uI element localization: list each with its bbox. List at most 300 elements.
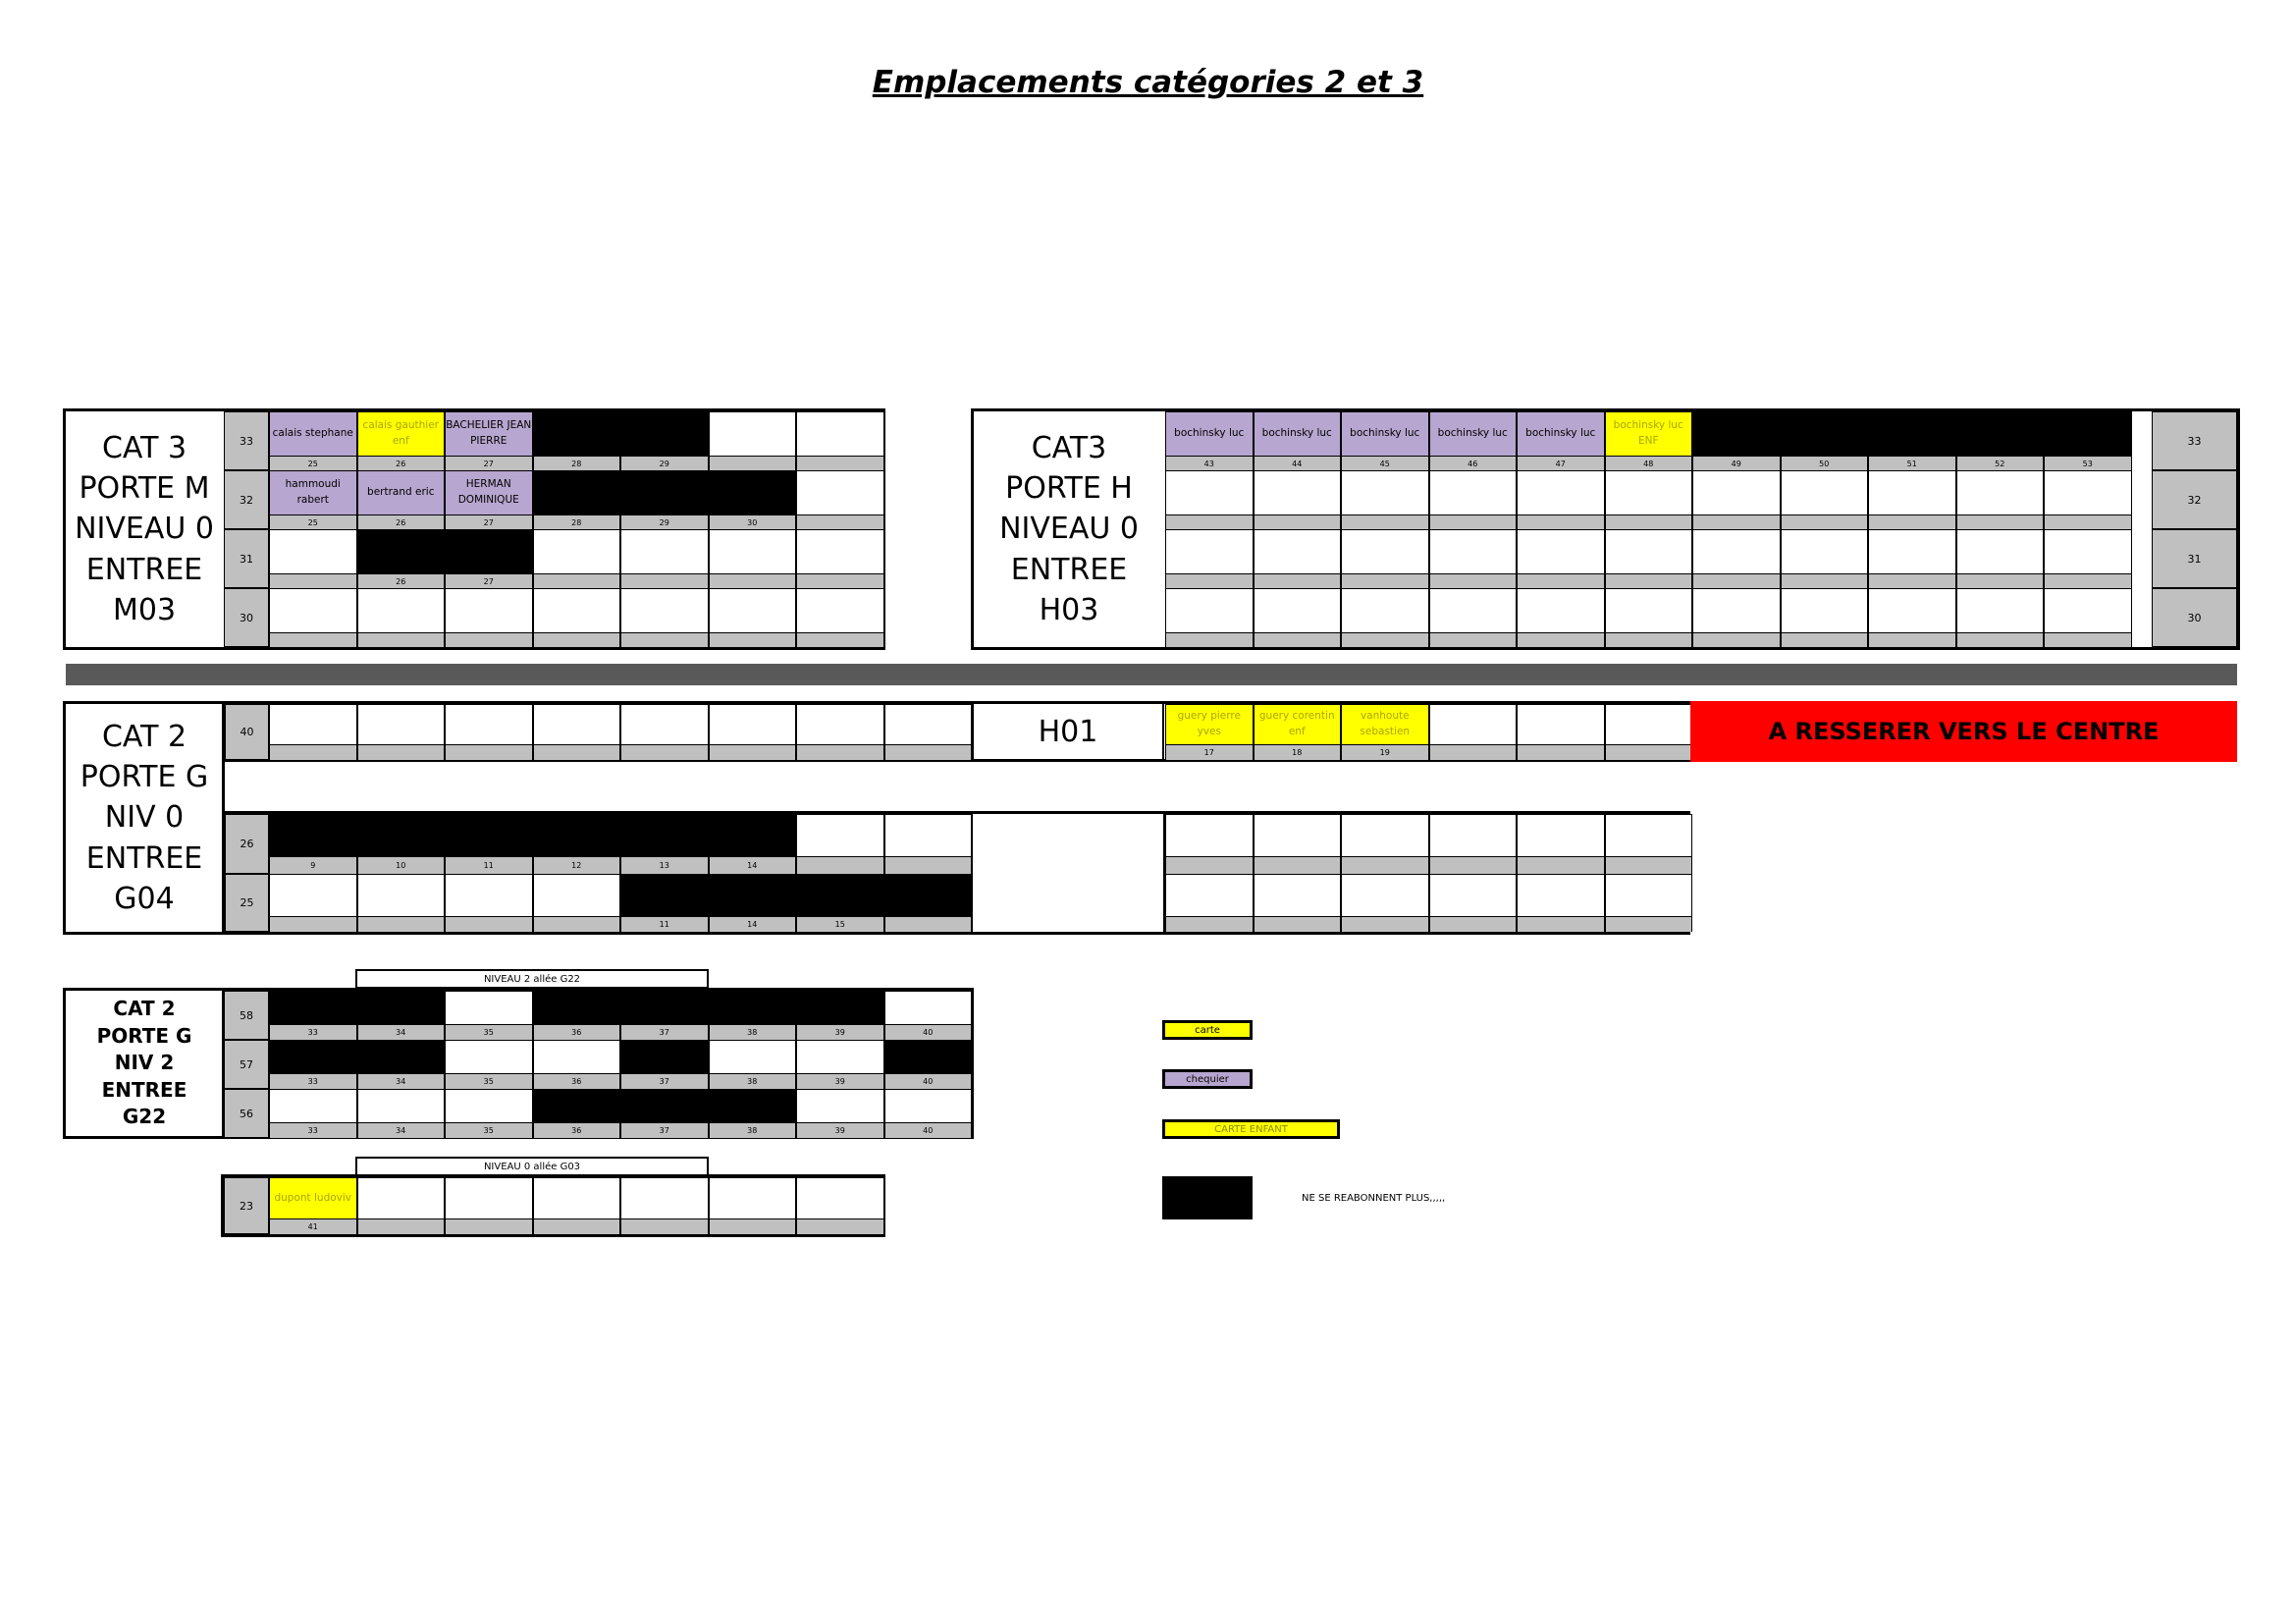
spot-number xyxy=(710,573,796,588)
spot-name xyxy=(1606,471,1692,514)
legend-carte-enfant: CARTE ENFANT xyxy=(1162,1119,1340,1139)
spot-number xyxy=(1782,573,1868,588)
spot-name xyxy=(1693,412,1780,456)
parking-spot[interactable] xyxy=(1165,470,1254,529)
spot-name xyxy=(797,1041,883,1073)
spot-name xyxy=(710,589,796,632)
parking-spot[interactable] xyxy=(620,1040,709,1089)
parking-spot[interactable] xyxy=(1341,704,1429,760)
parking-spot[interactable] xyxy=(269,704,357,760)
row-number: 57 xyxy=(224,1040,269,1089)
spot-name xyxy=(534,530,620,573)
spot-name xyxy=(446,815,532,856)
spot-number: 36 xyxy=(534,1024,620,1040)
parking-spot[interactable] xyxy=(445,588,533,647)
parking-spot[interactable] xyxy=(445,470,533,529)
parking-spot[interactable] xyxy=(1517,874,1605,932)
spot-name xyxy=(1430,589,1517,632)
parking-spot[interactable] xyxy=(1605,704,1693,760)
spot-name xyxy=(358,1041,445,1073)
parking-spot[interactable] xyxy=(1254,411,1342,470)
parking-spot[interactable] xyxy=(357,470,446,529)
spot-name xyxy=(1606,875,1692,916)
spot-name xyxy=(1166,471,1253,514)
parking-spot[interactable] xyxy=(1692,529,1781,588)
parking-spot[interactable] xyxy=(533,470,621,529)
row-number: 56 xyxy=(224,1089,269,1138)
parking-spot[interactable] xyxy=(1341,588,1429,647)
section-label xyxy=(66,704,223,932)
spot-name xyxy=(1430,815,1517,856)
spot-number: 40 xyxy=(885,1024,972,1040)
parking-spot[interactable] xyxy=(357,991,446,1040)
spot-number: 9 xyxy=(270,856,356,874)
parking-spot[interactable] xyxy=(2044,529,2132,588)
spot-name xyxy=(534,1178,620,1218)
spot-name xyxy=(710,1090,796,1122)
parking-spot[interactable] xyxy=(620,874,709,932)
spot-number xyxy=(797,514,883,529)
parking-spot[interactable] xyxy=(269,588,357,647)
spot-number: 40 xyxy=(885,1122,972,1138)
parking-spot[interactable] xyxy=(709,704,797,760)
parking-spot[interactable] xyxy=(1517,470,1605,529)
spot-number xyxy=(1342,632,1428,647)
spot-name: bochinsky luc xyxy=(1350,427,1420,440)
spot-name xyxy=(446,1178,532,1218)
separator-bar xyxy=(66,664,2237,685)
row-number: 32 xyxy=(2152,470,2237,529)
row-number: 40 xyxy=(225,704,269,760)
spot-number xyxy=(1430,632,1517,647)
spot-name xyxy=(446,992,532,1024)
parking-spot[interactable] xyxy=(533,1177,621,1234)
parking-spot[interactable] xyxy=(1605,814,1693,874)
spot-name xyxy=(710,875,796,916)
spot-name xyxy=(270,705,356,744)
parking-spot[interactable] xyxy=(357,411,446,470)
spot-number xyxy=(797,632,883,647)
parking-spot[interactable] xyxy=(445,529,533,588)
parking-spot[interactable] xyxy=(445,1089,533,1138)
parking-spot[interactable] xyxy=(1868,411,1956,470)
spot-name xyxy=(621,471,708,514)
parking-spot[interactable] xyxy=(1517,411,1605,470)
parking-spot[interactable] xyxy=(796,470,884,529)
spot-number: 17 xyxy=(1166,744,1253,760)
parking-spot[interactable] xyxy=(796,529,884,588)
parking-spot[interactable] xyxy=(445,1040,533,1089)
spot-name xyxy=(270,992,356,1024)
legend-black-swatch xyxy=(1162,1176,1253,1219)
parking-spot[interactable] xyxy=(533,588,621,647)
spot-name xyxy=(1342,530,1428,573)
parking-spot[interactable] xyxy=(357,588,446,647)
spot-number: 50 xyxy=(1782,456,1868,470)
spot-name xyxy=(1255,875,1341,916)
parking-spot[interactable] xyxy=(709,470,797,529)
spot-number xyxy=(797,456,883,470)
parking-spot[interactable] xyxy=(796,991,884,1040)
parking-spot[interactable] xyxy=(1165,529,1254,588)
spot-name xyxy=(1255,589,1341,632)
spot-number xyxy=(1166,916,1253,932)
parking-spot[interactable] xyxy=(796,1177,884,1234)
spot-number xyxy=(534,916,620,932)
parking-spot[interactable] xyxy=(1517,814,1605,874)
parking-spot[interactable] xyxy=(357,704,446,760)
spot-name xyxy=(797,1090,883,1122)
spot-number xyxy=(2045,632,2131,647)
spot-name xyxy=(270,875,356,916)
parking-spot[interactable] xyxy=(269,874,357,932)
parking-spot[interactable] xyxy=(620,529,709,588)
spot-name xyxy=(621,815,708,856)
spot-name xyxy=(710,815,796,856)
parking-spot[interactable] xyxy=(1165,588,1254,647)
spot-name xyxy=(358,1178,445,1218)
parking-spot[interactable] xyxy=(1341,529,1429,588)
parking-spot[interactable] xyxy=(620,1177,709,1234)
spot-number xyxy=(358,916,445,932)
parking-spot[interactable] xyxy=(1692,411,1781,470)
parking-spot[interactable] xyxy=(357,874,446,932)
parking-spot[interactable] xyxy=(1254,470,1342,529)
spot-name xyxy=(1957,530,2044,573)
parking-spot[interactable] xyxy=(269,1177,357,1234)
spot-number: 52 xyxy=(1957,456,2044,470)
parking-spot[interactable] xyxy=(1692,470,1781,529)
spot-name xyxy=(621,1178,708,1218)
spot-name xyxy=(621,589,708,632)
parking-spot[interactable] xyxy=(1341,814,1429,874)
spot-name xyxy=(797,815,883,856)
spot-name: calais gauthier enf xyxy=(362,419,439,447)
spot-name xyxy=(270,589,356,632)
parking-spot[interactable] xyxy=(269,529,357,588)
parking-spot[interactable] xyxy=(884,704,973,760)
spot-name xyxy=(1166,589,1253,632)
parking-spot[interactable] xyxy=(1692,588,1781,647)
spot-number xyxy=(534,632,620,647)
spot-number xyxy=(1606,573,1692,588)
parking-spot[interactable] xyxy=(796,704,884,760)
spot-name xyxy=(1957,589,2044,632)
spot-number: 15 xyxy=(797,916,883,932)
spot-number xyxy=(270,632,356,647)
spot-number: 33 xyxy=(270,1024,356,1040)
parking-spot[interactable] xyxy=(796,588,884,647)
parking-spot[interactable] xyxy=(357,1177,446,1234)
spot-name xyxy=(534,412,620,456)
spot-name: bochinsky luc xyxy=(1261,427,1332,440)
h01-lower-gap xyxy=(971,814,1165,932)
parking-spot[interactable] xyxy=(1429,874,1518,932)
parking-spot[interactable] xyxy=(533,1089,621,1138)
parking-spot[interactable] xyxy=(1254,814,1342,874)
parking-spot[interactable] xyxy=(1429,588,1518,647)
parking-spot[interactable] xyxy=(269,814,357,874)
parking-spot[interactable] xyxy=(1868,529,1956,588)
spot-name xyxy=(2045,530,2131,573)
spot-number: 27 xyxy=(446,514,532,529)
parking-spot[interactable] xyxy=(1781,588,1869,647)
row-number: 30 xyxy=(224,588,269,647)
parking-spot[interactable] xyxy=(357,1089,446,1138)
spot-name xyxy=(710,412,796,456)
parking-spot[interactable] xyxy=(1254,588,1342,647)
spot-name: guery pierre yves xyxy=(1177,710,1241,737)
spot-number xyxy=(1166,856,1253,874)
parking-spot[interactable] xyxy=(709,1089,797,1138)
spot-name xyxy=(446,705,532,744)
parking-spot[interactable] xyxy=(1956,411,2045,470)
parking-spot[interactable] xyxy=(1781,529,1869,588)
parking-spot[interactable] xyxy=(1165,704,1254,760)
spot-number: 36 xyxy=(534,1073,620,1089)
parking-spot[interactable] xyxy=(884,1040,973,1089)
spot-name: dupont ludoviv xyxy=(274,1191,352,1204)
parking-spot[interactable] xyxy=(620,814,709,874)
row-number: 30 xyxy=(2152,588,2237,647)
parking-spot[interactable] xyxy=(1165,411,1254,470)
g22-header: NIVEAU 2 allée G22 xyxy=(355,969,709,989)
parking-spot[interactable] xyxy=(1781,470,1869,529)
spot-name xyxy=(1255,530,1341,573)
parking-spot[interactable] xyxy=(709,411,797,470)
spot-name xyxy=(1430,471,1517,514)
parking-spot[interactable] xyxy=(2044,411,2132,470)
parking-spot[interactable] xyxy=(1341,411,1429,470)
parking-spot[interactable] xyxy=(709,874,797,932)
spot-number: 26 xyxy=(358,456,445,470)
parking-spot[interactable] xyxy=(1165,814,1254,874)
spot-number xyxy=(446,744,532,760)
parking-spot[interactable] xyxy=(1605,470,1693,529)
spot-number: 13 xyxy=(621,856,708,874)
spot-number: 35 xyxy=(446,1122,532,1138)
parking-spot[interactable] xyxy=(796,411,884,470)
parking-spot[interactable] xyxy=(533,704,621,760)
spot-number xyxy=(797,573,883,588)
spot-number xyxy=(797,856,883,874)
parking-spot[interactable] xyxy=(709,814,797,874)
parking-spot[interactable] xyxy=(357,1040,446,1089)
parking-spot[interactable] xyxy=(269,991,357,1040)
parking-spot[interactable] xyxy=(445,1177,533,1234)
spot-name xyxy=(1869,412,1955,456)
parking-spot[interactable] xyxy=(445,411,533,470)
section-label xyxy=(974,411,1164,647)
spot-name xyxy=(1518,815,1604,856)
parking-spot[interactable] xyxy=(1254,529,1342,588)
spot-number xyxy=(621,573,708,588)
parking-spot[interactable] xyxy=(796,874,884,932)
parking-spot[interactable] xyxy=(1956,529,2045,588)
spot-number xyxy=(1518,573,1604,588)
spot-name xyxy=(621,1041,708,1073)
spot-number: 49 xyxy=(1693,456,1780,470)
parking-spot[interactable] xyxy=(1429,704,1518,760)
spot-number: 25 xyxy=(270,456,356,470)
spot-name xyxy=(446,1090,532,1122)
spot-name xyxy=(358,992,445,1024)
parking-spot[interactable] xyxy=(709,588,797,647)
spot-number xyxy=(1869,632,1955,647)
spot-number: 38 xyxy=(710,1073,796,1089)
parking-spot[interactable] xyxy=(884,874,973,932)
parking-spot[interactable] xyxy=(1254,704,1342,760)
spot-number xyxy=(1430,514,1517,529)
parking-spot[interactable] xyxy=(1605,588,1693,647)
spot-name xyxy=(270,1041,356,1073)
parking-spot[interactable] xyxy=(269,1089,357,1138)
spot-name xyxy=(621,992,708,1024)
parking-spot[interactable] xyxy=(1517,529,1605,588)
spot-name xyxy=(1782,530,1868,573)
parking-spot[interactable] xyxy=(1517,588,1605,647)
spot-name xyxy=(1693,530,1780,573)
parking-spot[interactable] xyxy=(1956,588,2045,647)
parking-spot[interactable] xyxy=(445,704,533,760)
spot-name xyxy=(1693,471,1780,514)
spot-name xyxy=(534,705,620,744)
spot-name: BACHELIER JEAN PIERRE xyxy=(446,419,532,447)
parking-spot[interactable] xyxy=(709,1040,797,1089)
spot-name xyxy=(1166,530,1253,573)
parking-spot[interactable] xyxy=(357,814,446,874)
parking-spot[interactable] xyxy=(620,704,709,760)
spot-name xyxy=(534,1041,620,1073)
spot-number xyxy=(1166,573,1253,588)
spot-name xyxy=(797,589,883,632)
h01-label: H01 xyxy=(972,704,1164,760)
parking-spot[interactable] xyxy=(620,991,709,1040)
spot-number xyxy=(1518,856,1604,874)
parking-spot[interactable] xyxy=(884,1089,973,1138)
parking-spot[interactable] xyxy=(269,411,357,470)
spot-number: 36 xyxy=(534,1122,620,1138)
parking-spot[interactable] xyxy=(533,529,621,588)
parking-spot[interactable] xyxy=(1429,529,1518,588)
parking-spot[interactable] xyxy=(620,470,709,529)
spot-number xyxy=(710,744,796,760)
spot-number xyxy=(1255,514,1341,529)
spot-number: 53 xyxy=(2045,456,2131,470)
parking-spot[interactable] xyxy=(2044,470,2132,529)
parking-spot[interactable] xyxy=(1429,411,1518,470)
parking-spot[interactable] xyxy=(1429,814,1518,874)
spot-number: 10 xyxy=(358,856,445,874)
spot-number: 38 xyxy=(710,1024,796,1040)
parking-spot[interactable] xyxy=(1254,874,1342,932)
parking-spot[interactable] xyxy=(1517,704,1605,760)
spot-number: 27 xyxy=(446,456,532,470)
parking-spot[interactable] xyxy=(1781,411,1869,470)
parking-spot[interactable] xyxy=(796,1089,884,1138)
spot-number: 29 xyxy=(621,514,708,529)
spot-name xyxy=(1342,589,1428,632)
spot-number: 29 xyxy=(621,456,708,470)
parking-spot[interactable] xyxy=(445,874,533,932)
parking-spot[interactable] xyxy=(709,529,797,588)
spot-name xyxy=(534,992,620,1024)
spot-number xyxy=(1606,514,1692,529)
parking-spot[interactable] xyxy=(445,814,533,874)
parking-spot[interactable] xyxy=(709,991,797,1040)
parking-spot[interactable] xyxy=(1605,411,1693,470)
spot-number: 39 xyxy=(797,1073,883,1089)
row-number: 31 xyxy=(224,529,269,588)
parking-spot[interactable] xyxy=(269,1040,357,1089)
spot-number: 37 xyxy=(621,1122,708,1138)
spot-number: 19 xyxy=(1342,744,1428,760)
parking-spot[interactable] xyxy=(533,411,621,470)
parking-spot[interactable] xyxy=(620,1089,709,1138)
parking-spot[interactable] xyxy=(533,814,621,874)
parking-spot[interactable] xyxy=(357,529,446,588)
section-label-text: CAT 2 PORTE G NIV 2 ENTREE G22 xyxy=(96,997,192,1129)
parking-spot[interactable] xyxy=(1605,874,1693,932)
spot-number: 39 xyxy=(797,1024,883,1040)
spot-number: 47 xyxy=(1518,456,1604,470)
spot-name xyxy=(534,589,620,632)
parking-spot[interactable] xyxy=(269,470,357,529)
parking-spot[interactable] xyxy=(1341,470,1429,529)
parking-spot[interactable] xyxy=(1868,588,1956,647)
spot-number: 37 xyxy=(621,1073,708,1089)
spot-number: 44 xyxy=(1255,456,1341,470)
parking-spot[interactable] xyxy=(884,814,973,874)
section-label-text: CAT3 PORTE H NIVEAU 0 ENTREE H03 xyxy=(999,431,1139,627)
parking-spot[interactable] xyxy=(620,588,709,647)
parking-spot[interactable] xyxy=(1605,529,1693,588)
spot-number xyxy=(270,916,356,932)
spot-name xyxy=(358,875,445,916)
spot-name xyxy=(710,471,796,514)
spot-name xyxy=(1342,875,1428,916)
parking-spot[interactable] xyxy=(796,1040,884,1089)
parking-spot[interactable] xyxy=(620,411,709,470)
spot-number: 11 xyxy=(621,916,708,932)
spot-number xyxy=(1782,514,1868,529)
spot-number xyxy=(534,744,620,760)
parking-spot[interactable] xyxy=(796,814,884,874)
parking-spot[interactable] xyxy=(1956,470,2045,529)
parking-spot[interactable] xyxy=(709,1177,797,1234)
parking-spot[interactable] xyxy=(2044,588,2132,647)
parking-spot[interactable] xyxy=(533,874,621,932)
parking-spot[interactable] xyxy=(1868,470,1956,529)
spot-name xyxy=(885,705,972,744)
parking-spot[interactable] xyxy=(1341,874,1429,932)
spot-name xyxy=(1606,705,1692,744)
g03-header: NIVEAU 0 allée G03 xyxy=(355,1157,709,1176)
spot-name xyxy=(2045,412,2131,456)
spot-name: calais stephane xyxy=(272,427,353,440)
parking-spot[interactable] xyxy=(1429,470,1518,529)
parking-spot[interactable] xyxy=(884,991,973,1040)
parking-spot[interactable] xyxy=(445,991,533,1040)
spot-number xyxy=(1869,573,1955,588)
row-number: 31 xyxy=(2152,529,2237,588)
section-label xyxy=(66,411,223,647)
parking-spot[interactable] xyxy=(1165,874,1254,932)
spot-name xyxy=(358,1090,445,1122)
parking-spot[interactable] xyxy=(533,991,621,1040)
spot-number xyxy=(1518,632,1604,647)
parking-spot[interactable] xyxy=(533,1040,621,1089)
